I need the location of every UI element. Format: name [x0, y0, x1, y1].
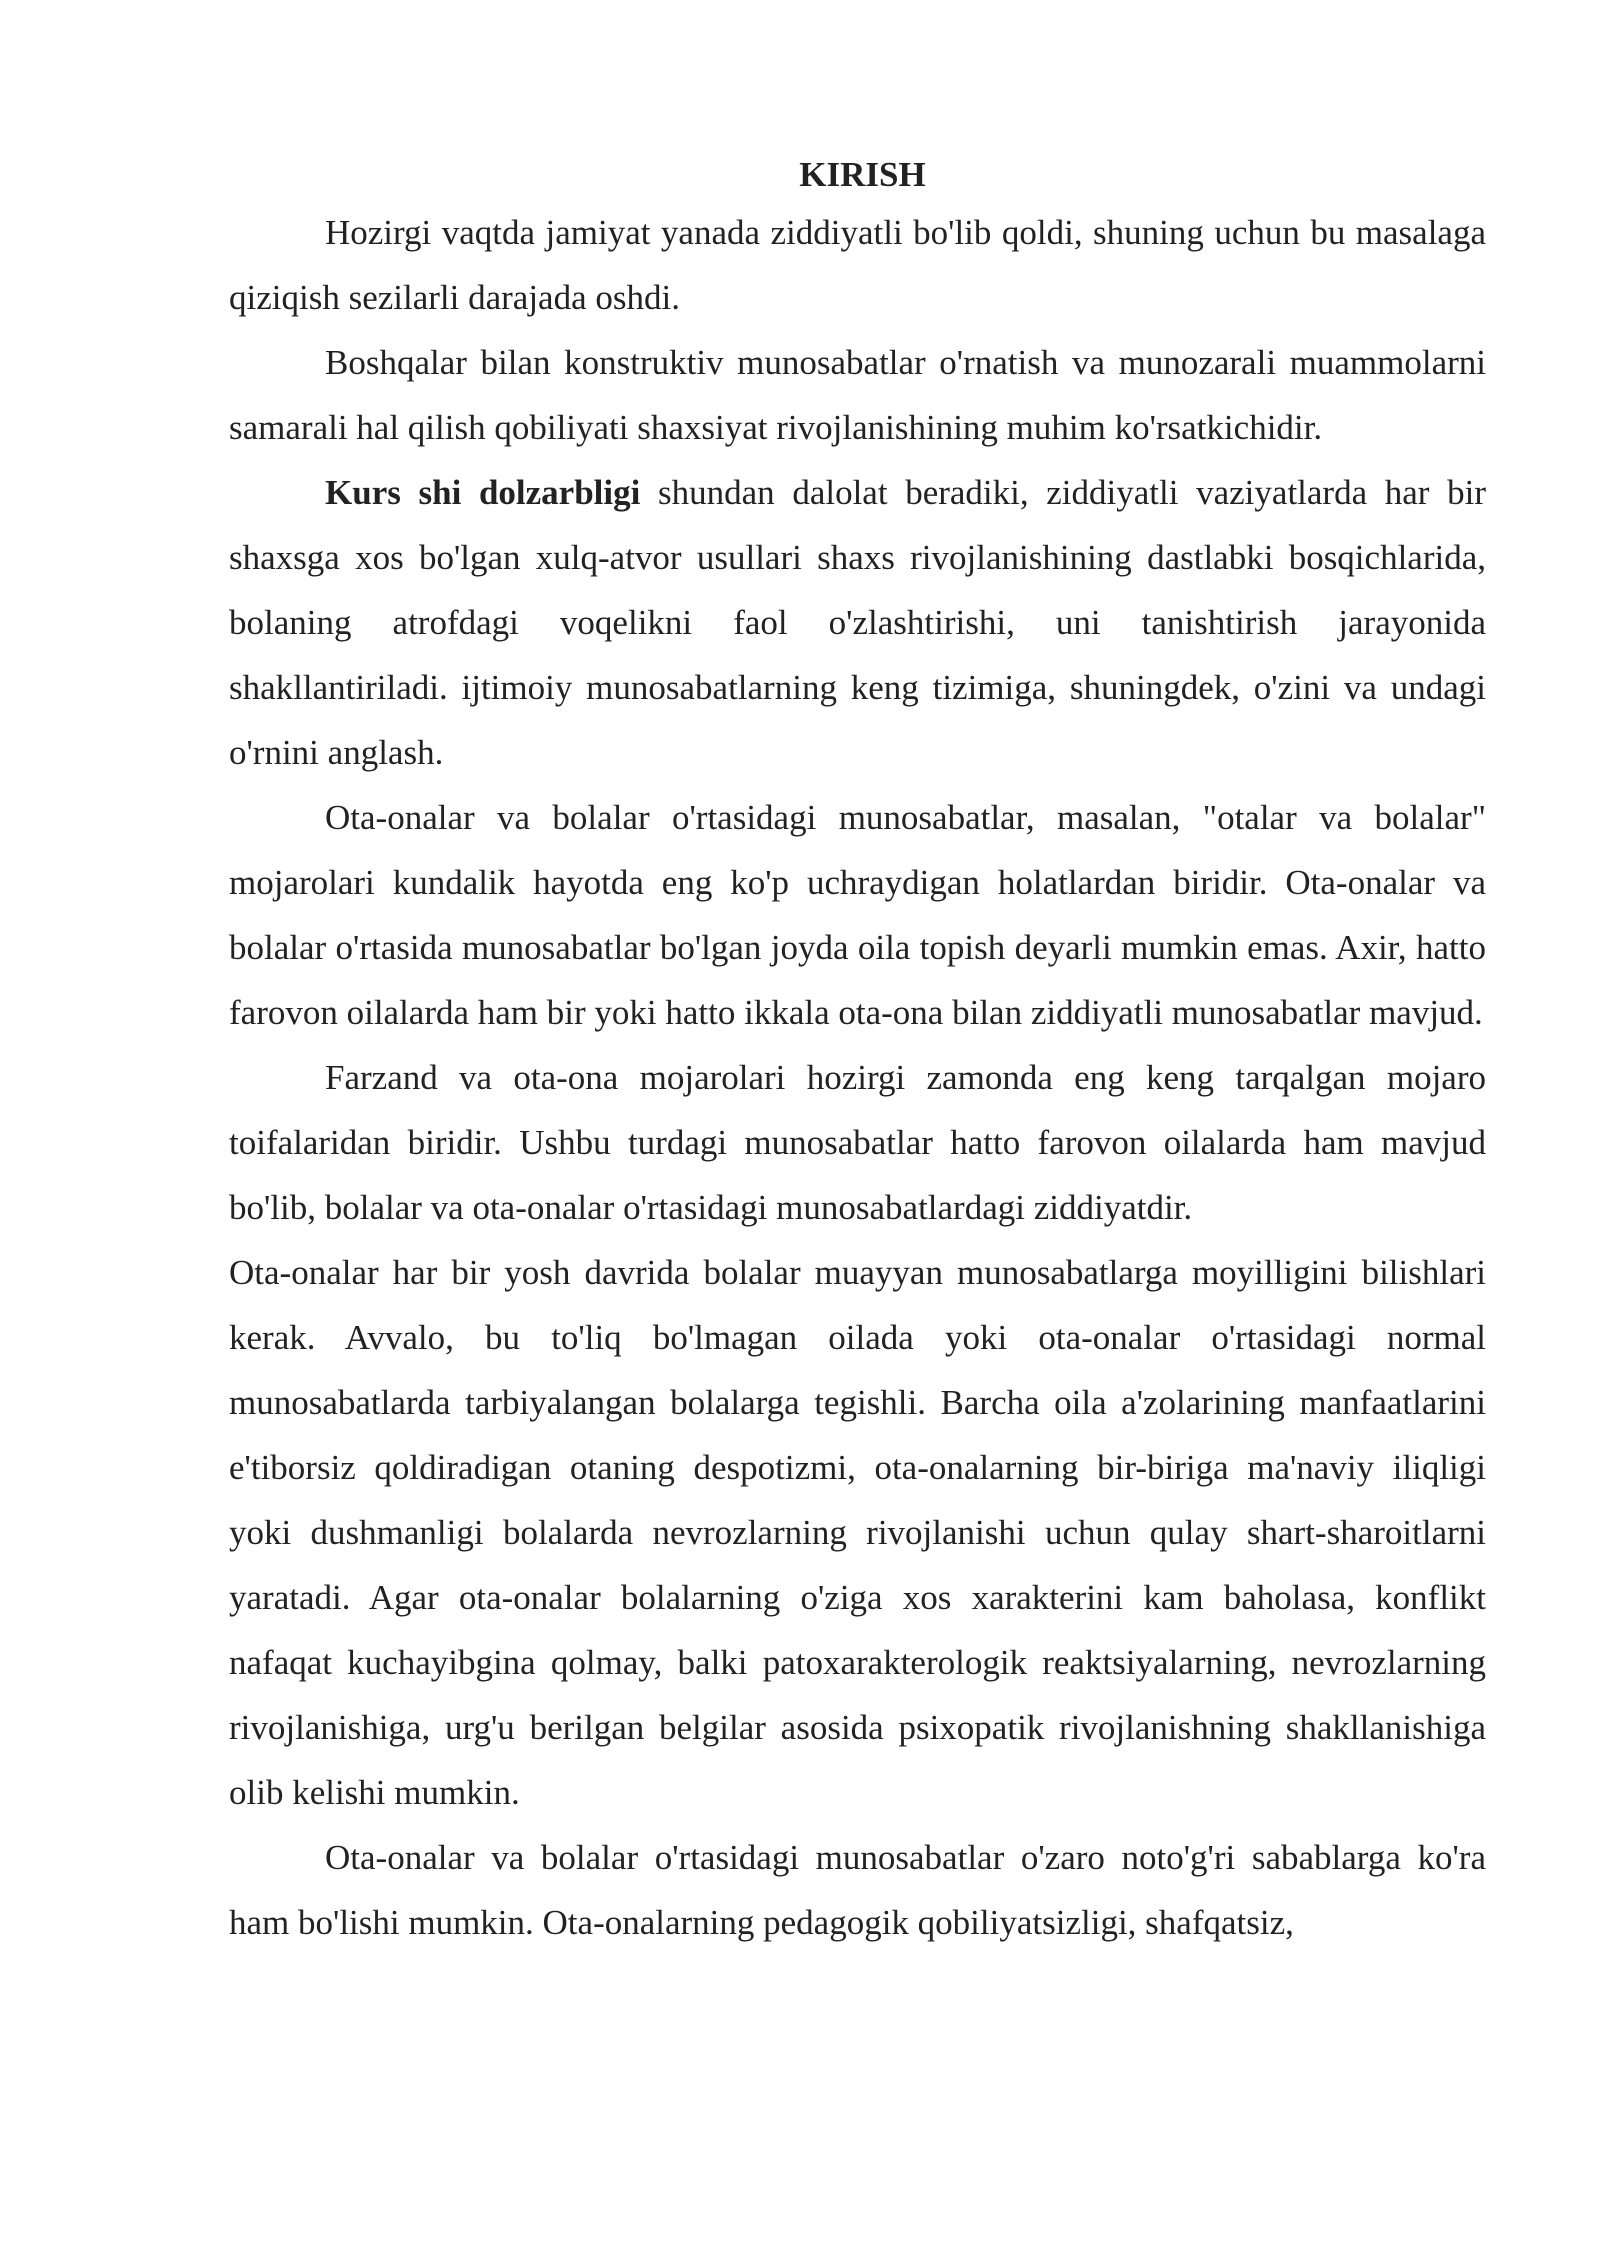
document-page — [229, 150, 1486, 1955]
paragraph-3 — [229, 460, 1486, 785]
paragraph-text: Farzand va ota-ona mojarolari hozirgi zamonda eng keng tarqalgan mojaro toifalaridan biridir. Ushbu turdagi munosabatlar hatto farovon oilalarda ham mavjud bo'lib, bolalar va ota-onalar o'rtasidagi munosabatlardagi ziddiyatdir. — [229, 1058, 1486, 1227]
paragraph-text: Boshqalar bilan konstruktiv munosabatlar o'rnatish va munozarali muammolarni samarali hal qilish qobiliyati shaxsiyat rivojlanishining muhim ko'rsatkichidir. — [229, 343, 1486, 447]
paragraph-6 — [229, 1240, 1486, 1825]
document-title: KIRISH — [799, 155, 926, 194]
paragraph-2 — [229, 330, 1486, 460]
paragraph-bold-lead: Kurs shi dolzarbligi — [325, 473, 641, 512]
paragraph-text: Ota-onalar har bir yosh davrida bolalar muayyan munosabatlarga moyilligini bilishlari kerak. Avvalo, bu to'liq bo'lmagan oilada yoki ota-onalar o'rtasidagi normal munosabatlarda tarbiyalangan bolalarga tegishli. Barcha oila a'zolarining manfaatlarini e'tiborsiz qoldiradigan otaning despotizmi, ota-onalarning bir-biriga ma'naviy iliqligi yoki dushmanligi bolalarda nevrozlarning rivojlanishi uchun qulay shart-sharoitlarni yaratadi. Agar ota-onalar bolalarning o'ziga xos xarakterini kam baholasa, konflikt nafaqat kuchayibgina qolmay, balki patoxarakterologik reaktsiyalarning, nevrozlarning rivojlanishiga, urg'u berilgan belgilar asosida psixopatik rivojlanishning shakllanishiga olib kelishi mumkin. — [229, 1253, 1486, 1812]
paragraph-5 — [229, 1045, 1486, 1240]
paragraph-1 — [229, 200, 1486, 330]
paragraph-7 — [229, 1825, 1486, 1955]
paragraph-text: Hozirgi vaqtda jamiyat yanada ziddiyatli bo'lib qoldi, shuning uchun bu masalaga qiziqish sezilarli darajada oshdi. — [229, 213, 1486, 317]
paragraph-text: Ota-onalar va bolalar o'rtasidagi munosabatlar, masalan, "otalar va bolalar" mojarolari kundalik hayotda eng ko'p uchraydigan holatlardan biridir. Ota-onalar va bolalar o'rtasida munosabatlar bo'lgan joyda oila topish deyarli mumkin emas. Axir, hatto farovon oilalarda ham bir yoki hatto ikkala ota-ona bilan ziddiyatli munosabatlar mavjud. — [229, 798, 1486, 1032]
paragraph-text: Ota-onalar va bolalar o'rtasidagi munosabatlar o'zaro noto'g'ri sabablarga ko'ra ham bo'lishi mumkin. Ota-onalarning pedagogik qobiliyatsizligi, shafqatsiz, — [229, 1838, 1486, 1942]
paragraph-text: shundan dalolat beradiki, ziddiyatli vaziyatlarda har bir shaxsga xos bo'lgan xulq-atvor usullari shaxs rivojlanishining dastlabki bosqichlarida, bolaning atrofdagi voqelikni faol o'zlashtirishi, uni tanishtirish jarayonida shakllantiriladi. ijtimoiy munosabatlarning keng tizimiga, shuningdek, o'zini va undagi o'rnini anglash. — [229, 473, 1486, 772]
paragraph-4 — [229, 785, 1486, 1045]
